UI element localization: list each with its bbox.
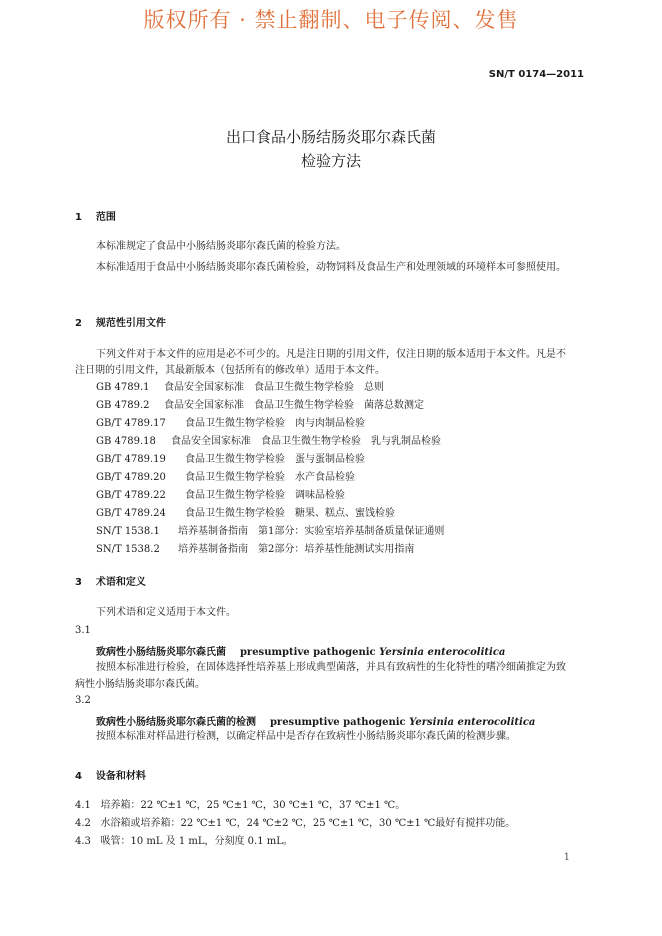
section-title: 术语和定义 (95, 577, 146, 588)
reference-code: GB 4789.2 (96, 400, 150, 411)
reference-item (96, 526, 444, 544)
reference-item (96, 472, 444, 490)
copyright-banner: 版权所有 · 禁止翻制、电子传阅、发售 (143, 8, 519, 32)
reference-code: GB/T 4789.19 (96, 454, 166, 465)
reference-title: 食品安全国家标准 食品卫生微生物学检验 乳与乳制品检验 (171, 436, 441, 447)
clause-number: 3.1 (75, 625, 91, 636)
reference-title: 食品卫生微生物学检验 糖果、糕点、蜜饯检验 (185, 508, 395, 519)
reference-title: 食品安全国家标准 食品卫生微生物学检验 菌落总数测定 (164, 400, 424, 411)
clause-text: 水浴箱或培养箱：22 ℃±1 ℃，24 ℃±2 ℃，25 ℃±1 ℃，30 ℃±1 ℃最好有搅拌功能。 (100, 818, 516, 829)
reference-code: SN/T 1538.1 (96, 526, 160, 537)
section-number: 2 (75, 318, 82, 329)
clause-text: 吸管：10 mL 及 1 mL，分刻度 0.1 mL。 (100, 836, 293, 847)
reference-code: SN/T 1538.2 (96, 544, 160, 555)
reference-item (96, 544, 444, 562)
reference-item (96, 382, 444, 400)
term-definition: 按照本标准进行检验，在固体选择性培养基上形成典型菌落，并具有致病性的生化特性的嗜冷细菌推定为致病性小肠结肠炎耶尔森氏菌。 (75, 662, 566, 690)
list-item (75, 800, 405, 812)
section-number: 1 (75, 212, 82, 223)
paragraph: 下列文件对于本文件的应用是必不可少的。凡是注日期的引用文件，仅注日期的版本适用于本文件。凡是不注日期的引用文件，其最新版本（包括所有的修改单）适用于本文件。 (75, 349, 566, 376)
reference-title: 培养基制备指南 第2部分：培养基性能测试实用指南 (178, 544, 415, 555)
section-1-heading (75, 208, 116, 223)
paragraph: 下列术语和定义适用于本文件。 (96, 607, 236, 618)
reference-code: GB/T 4789.17 (96, 418, 166, 429)
term-chinese: 致病性小肠结肠炎耶尔森氏菌 (96, 647, 226, 658)
section-2-heading (75, 314, 166, 329)
paragraph: 本标准规定了食品中小肠结肠炎耶尔森氏菌的检验方法。 (96, 241, 346, 252)
document-subtitle: 检验方法 (300, 152, 361, 170)
reference-item (96, 508, 444, 526)
term-english: presumptive pathogenic (239, 647, 376, 658)
reference-code: GB/T 4789.20 (96, 472, 166, 483)
section-3-heading (75, 573, 146, 588)
list-item (75, 836, 293, 848)
term-heading (96, 713, 535, 728)
section-title: 范围 (95, 212, 116, 223)
standard-number: SN/T 0174—2011 (488, 69, 584, 80)
term-heading (96, 643, 505, 658)
clause-number: 4.2 (75, 818, 91, 829)
clause-number: 4.1 (75, 800, 91, 811)
reference-code: GB/T 4789.24 (96, 508, 166, 519)
term-definition: 按照本标准对样品进行检测，以确定样品中是否存在致病性小肠结肠炎耶尔森氏菌的检测步骤。 (96, 731, 516, 742)
clause-text: 培养箱：22 ℃±1 ℃，25 ℃±1 ℃，30 ℃±1 ℃，37 ℃±1 ℃。 (100, 800, 406, 811)
reference-item (96, 436, 444, 454)
term-english-italic: Yersinia enterocolitica (379, 647, 506, 658)
list-item (75, 818, 515, 830)
reference-title: 食品卫生微生物学检验 肉与肉制品检验 (185, 418, 365, 429)
clause-number: 3.2 (75, 695, 91, 706)
reference-title: 培养基制备指南 第1部分：实验室培养基制备质量保证通则 (178, 526, 445, 537)
term-english: presumptive pathogenic (269, 717, 406, 728)
clause-number: 4.3 (75, 836, 91, 847)
reference-list (96, 382, 444, 562)
reference-title: 食品卫生微生物学检验 水产食品检验 (185, 472, 355, 483)
reference-item (96, 454, 444, 472)
document-title: 出口食品小肠结肠炎耶尔森氏菌 (225, 128, 436, 146)
section-number: 3 (75, 577, 82, 588)
section-4-heading (75, 767, 146, 782)
section-number: 4 (75, 771, 82, 782)
reference-code: GB/T 4789.22 (96, 490, 166, 501)
paragraph: 本标准适用于食品中小肠结肠炎耶尔森氏菌检验，动物饲料及食品生产和处理领域的环境样本可参照使用。 (96, 262, 566, 273)
term-chinese: 致病性小肠结肠炎耶尔森氏菌的检测 (96, 717, 256, 728)
reference-title: 食品卫生微生物学检验 调味品检验 (185, 490, 345, 501)
reference-item (96, 418, 444, 436)
section-title: 规范性引用文件 (95, 318, 166, 329)
reference-item (96, 400, 444, 418)
reference-title: 食品安全国家标准 食品卫生微生物学检验 总则 (164, 382, 384, 393)
reference-title: 食品卫生微生物学检验 蛋与蛋制品检验 (185, 454, 365, 465)
term-english-italic: Yersinia enterocolitica (409, 717, 536, 728)
section-title: 设备和材料 (95, 771, 146, 782)
reference-code: GB 4789.18 (96, 436, 156, 447)
page-number: 1 (563, 852, 570, 863)
reference-item (96, 490, 444, 508)
reference-code: GB 4789.1 (96, 382, 150, 393)
